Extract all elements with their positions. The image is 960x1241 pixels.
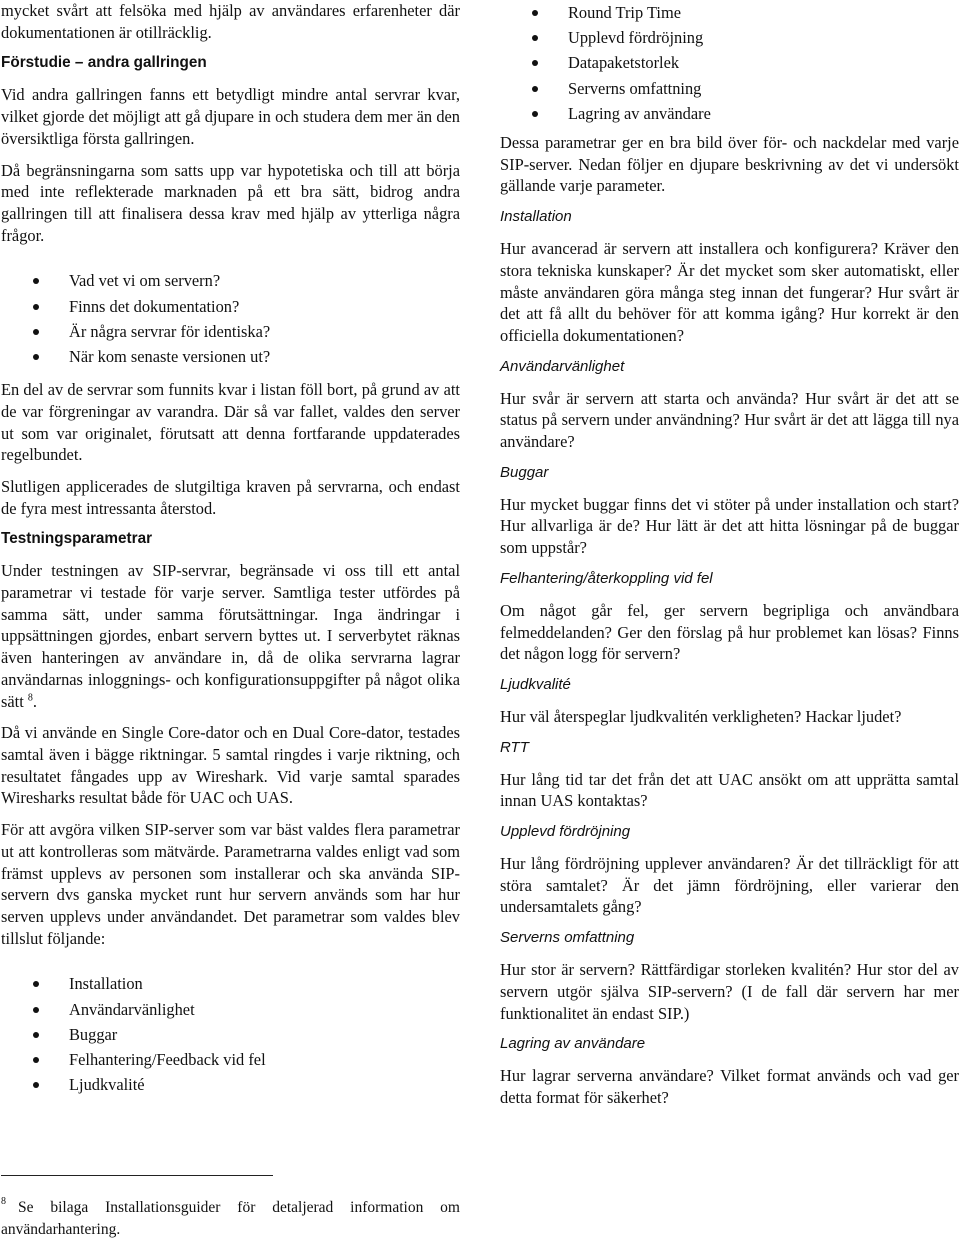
list-item: Round Trip Time: [500, 0, 959, 25]
bullet-icon: [532, 60, 538, 66]
list-item: Lagring av användare: [500, 101, 959, 126]
bullet-icon: [33, 278, 39, 284]
bullet-icon: [33, 1007, 39, 1013]
parameter-list: [1, 971, 460, 1097]
paragraph-bugs: Hur mycket buggar finns det vi stöter på under installation och start? Hur allvarliga är de? Hur lätt är det att hitta lösningar på de buggar som uppstår?: [500, 494, 959, 558]
paragraph-user-storage: Hur lagrar serverna användare? Vilket format används och vad ger detta format för säkerhet?: [500, 1066, 959, 1107]
paragraph-core-computers: Då vi använde en Single Core-dator och en Dual Core-dator, testades samtal även i bägge riktningar. 5 samtal ringdes i varje riktning, och resultatet fångades upp av Wireshark. Vid varje samtal sparades Wiresharks resultat både för UAC och UAS.: [1, 723, 460, 808]
bullet-icon: [33, 1057, 39, 1063]
bullet-icon: [33, 1032, 39, 1038]
list-item: Buggar: [1, 1022, 460, 1047]
heading-forstudie: Förstudie – andra gallringen: [1, 54, 207, 72]
heading-testparameters: Testningsparametrar: [1, 530, 153, 548]
paragraph-second-pruning: Vid andra gallringen fanns ett betydligt mindre antal servrar kvar, vilket gjorde det möjligt att gå djupare in och studera dem mer än den översiktliga första gallringen.: [1, 85, 460, 148]
paragraph-rtt: Hur lång tid tar det från det att UAC ansökt om att upprätta samtal innan UAS kontaktas?: [500, 769, 959, 811]
subheading-bugs: Buggar: [500, 463, 549, 481]
subheading-installation: Installation: [500, 208, 572, 226]
parameter-list-continued: [500, 0, 959, 126]
footnote-text: Se bilaga Installationsguider för detaljerad information om användarhantering.: [1, 1199, 460, 1238]
bullet-icon: [33, 354, 39, 360]
paragraph-error-handling: Om något går fel, ger servern begripliga och användbara felmeddelanden? Ger den förslag på hur problemet kan lösas? Finns det någon logg för servern?: [500, 600, 959, 664]
footnote-number: 8: [1, 1195, 6, 1207]
paragraph-audio-quality: Hur väl återspeglar ljudkvalitén verkligheten? Hackar ljudet?: [500, 706, 902, 726]
footnote-divider: [1, 1175, 273, 1176]
bullet-icon: [532, 35, 538, 41]
question-list: [1, 268, 460, 369]
list-item: Vad vet vi om servern?: [1, 268, 460, 293]
right-column: [500, 0, 959, 1119]
paragraph-parameter-selection: För att avgöra vilken SIP-server som var bäst valdes flera parametrar ut att kontrolleras som mätvärde. Parametrarna valdes enligt vad som främst upplevs av personen som installerar och ska använda SIP-servern dvs ganska mycket runt hur servern används som har hur serven upplevs under användandet. Det parametrar som valdes blev tillslut följande:: [1, 820, 460, 948]
bullet-icon: [532, 10, 538, 16]
left-column: [1, 0, 460, 1107]
subheading-rtt: RTT: [500, 738, 529, 756]
paragraph-forks: En del av de servrar som funnits kvar i listan föll bort, på grund av att de var förgreningar av varandra. Där så var fallet, valdes den server ut som var originalet, förutsatt att denna fortfarande uppdaterades regelbundet.: [1, 380, 460, 465]
subheading-perceived-delay: Upplevd fördröjning: [500, 823, 631, 841]
subheading-audio-quality: Ljudkvalité: [500, 675, 571, 693]
list-item: Datapaketstorlek: [500, 50, 959, 75]
subheading-server-size: Serverns omfattning: [500, 929, 635, 947]
bullet-icon: [33, 304, 39, 310]
bullet-icon: [33, 329, 39, 335]
list-item: Är några servrar för identiska?: [1, 319, 460, 344]
list-item: Serverns omfattning: [500, 76, 959, 101]
subheading-user-storage: Lagring av användare: [500, 1035, 646, 1053]
footnote-reference: 8: [27, 692, 33, 704]
list-item: Finns det dokumentation?: [1, 294, 460, 319]
list-item: Ljudkvalité: [1, 1072, 460, 1097]
list-item: Installation: [1, 971, 460, 996]
footnote: [1, 1197, 460, 1240]
bullet-icon: [532, 111, 538, 117]
paragraph-final-requirements: Slutligen applicerades de slutgiltiga kraven på servrarna, och endast de fyra mest intressanta återstod.: [1, 476, 460, 518]
subheading-error-handling: Felhantering/återkoppling vid fel: [500, 569, 713, 587]
paragraph-limitations: Då begränsningarna som satts upp var hypotetiska och till att börja med inte reflekterade marknaden på ett bra sätt, bidrog andra gallringen till att finalisera dessa krav med hjälp av ytterliga några frågor.: [1, 160, 460, 245]
paragraph-perceived-delay: Hur lång fördröjning upplever användaren? Är det tillräckligt för att störa samtalet? Är det jämn fördröjning, eller varierar den undersamtalets gång?: [500, 854, 959, 917]
subheading-usability: Användarvänlighet: [500, 357, 625, 375]
bullet-icon: [33, 1082, 39, 1088]
list-item: Felhantering/Feedback vid fel: [1, 1047, 460, 1072]
paragraph-parameters-intro: Dessa parametrar ger en bra bild över för- och nackdelar med varje SIP-server. Nedan följer en djupare beskrivning av det vi undersökt gällande varje parameter.: [500, 133, 959, 196]
paragraph-intro-continued: mycket svårt att felsöka med hjälp av användares erfarenheter där dokumentationen är otillräcklig.: [1, 1, 460, 42]
list-item: Användarvänlighet: [1, 997, 460, 1022]
list-item: När kom senaste versionen ut?: [1, 344, 460, 369]
paragraph-usability: Hur svår är servern att starta och använda? Hur svårt är det att se status på servern under användning? Hur svårt är det att lägga till nya användare?: [500, 388, 959, 452]
paragraph-server-size: Hur stor är servern? Rättfärdigar storleken kvalitén? Hur stor del av servern utgör själva SIP-servern? (I de fall där servern har mer funktionalitet än endast SIP.): [500, 960, 959, 1023]
paragraph-installation: Hur avancerad är servern att installera och konfigurera? Kräver den stora tekniska kunskaper? Är det mycket som sker automatiskt, eller måste användaren göra många steg innan det fungerar? Hur svårt är det att få allt du behöver för att komma igång? Hur korrekt är den officiella dokumentationen?: [500, 239, 959, 345]
paragraph-testing: Under testningen av SIP-servrar, begränsade vi oss till ett antal parametrar vi testade för varje server. Samtliga tester utfördes på samma sätt, under samma förutsättningar. Inga ändringar i uppsättningen gjordes, enbart servern byttes ut. I serverbytet räknas även hanteringen av användare in, då de olika servrarna lagrar användarnas inloggnings- och konfigurationsuppgifter på något olika sätt $^8$.: [1, 561, 460, 711]
bullet-icon: [532, 86, 538, 92]
bullet-icon: [33, 981, 39, 987]
list-item: Upplevd fördröjning: [500, 25, 959, 50]
